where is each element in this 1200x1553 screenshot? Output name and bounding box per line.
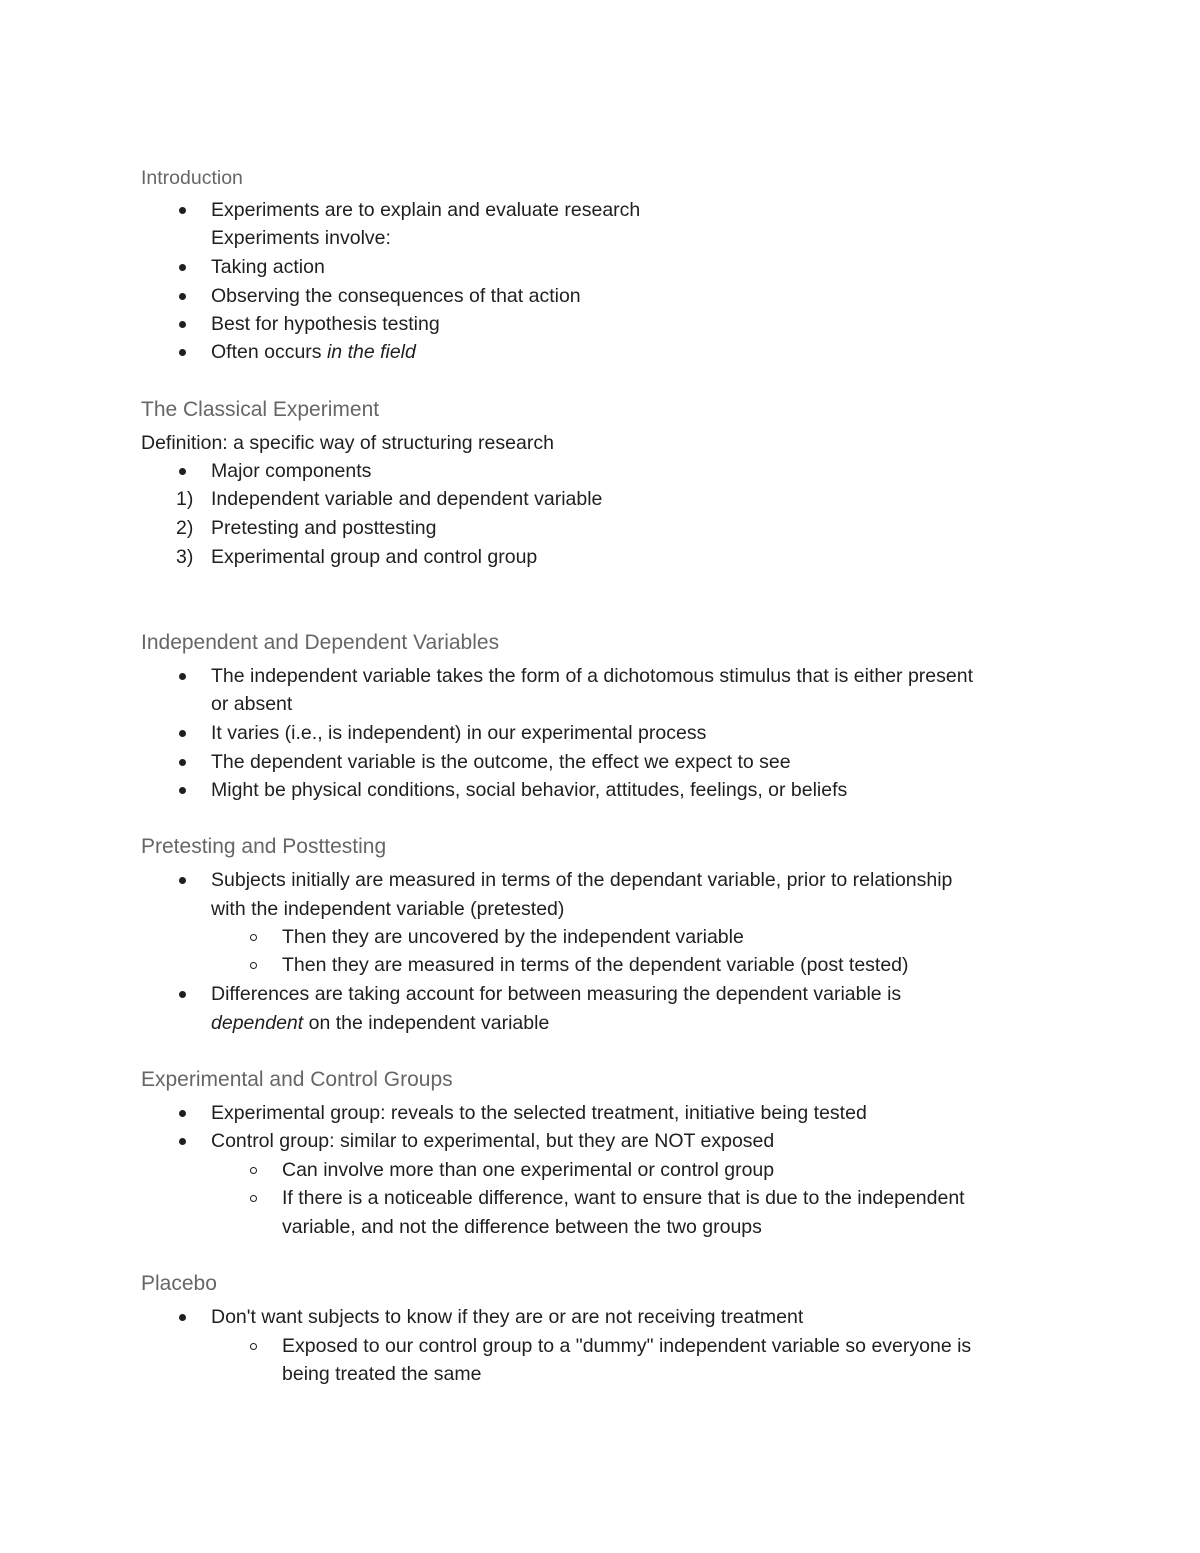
heading-independent-dependent: Independent and Dependent Variables [141,631,500,654]
list-item: Experimental group and control group [211,546,538,568]
bullet-icon [179,1110,186,1117]
sub-list-item-continuation: being treated the same [282,1363,482,1385]
list-item: Pretesting and posttesting [211,517,437,539]
italic-text: in the field [326,341,416,363]
list-number: 2) [176,517,194,539]
bullet-icon [179,349,186,356]
list-item: Subjects initially are measured in terms of the dependant variable, prior to relationship [211,869,953,891]
list-number: 1) [176,488,194,510]
list-item: Control group: similar to experimental, but they are NOT exposed [211,1130,775,1152]
list-item: Experimental group: reveals to the selected treatment, initiative being tested [211,1102,867,1124]
bullet-icon [179,730,186,737]
bullet-icon [179,264,186,271]
list-item-continuation: with the independent variable (pretested) [211,898,565,920]
sub-list-item-continuation: variable, and not the difference between the two groups [282,1216,762,1238]
bullet-icon [179,991,186,998]
list-item: Best for hypothesis testing [211,313,440,335]
list-item: Independent variable and dependent variable [211,488,603,510]
sub-bullet-icon [250,1167,257,1174]
sub-list-item: Then they are measured in terms of the dependent variable (post tested) [282,954,909,976]
list-item: The dependent variable is the outcome, the effect we expect to see [211,751,791,773]
sub-bullet-icon [250,962,257,969]
heading-placebo: Placebo [141,1272,217,1295]
list-number: 3) [176,546,194,568]
list-item-continuation: Experiments involve: [211,227,391,249]
sub-list-item: Can involve more than one experimental or control group [282,1159,775,1181]
bullet-icon [179,673,186,680]
list-item: Don't want subjects to know if they are or are not receiving treatment [211,1306,804,1328]
sub-list-item: Exposed to our control group to a "dummy" independent variable so everyone is [282,1335,972,1357]
list-item: Observing the consequences of that action [211,285,581,307]
sub-list-item: Then they are uncovered by the independent variable [282,926,744,948]
heading-pretesting-posttesting: Pretesting and Posttesting [141,835,387,858]
list-item-continuation: or absent [211,693,293,715]
bullet-icon [179,787,186,794]
bullet-icon [179,877,186,884]
bullet-icon [179,321,186,328]
list-item: Taking action [211,256,325,278]
list-item-text: Often occurs [211,341,327,363]
list-item-continuation [211,1009,549,1037]
list-item: It varies (i.e., is independent) in our experimental process [211,722,707,744]
sub-bullet-icon [250,934,257,941]
list-item: The independent variable takes the form of a dichotomous stimulus that is either present [211,665,974,687]
bullet-icon [179,293,186,300]
bullet-icon [179,207,186,214]
sub-bullet-icon [250,1343,257,1350]
definition-text: Definition: a specific way of structuring research [141,432,554,454]
sub-list-item: If there is a noticeable difference, want to ensure that is due to the independent [282,1187,965,1209]
list-item: Major components [211,460,372,482]
list-item: Differences are taking account for between measuring the dependent variable is [211,983,902,1005]
bullet-icon [179,1138,186,1145]
list-item: Experiments are to explain and evaluate research [211,199,641,221]
bullet-icon [179,759,186,766]
bullet-icon [179,1314,186,1321]
heading-introduction: Introduction [141,167,243,189]
sub-bullet-icon [250,1195,257,1202]
heading-experimental-control: Experimental and Control Groups [141,1068,453,1091]
heading-classical-experiment: The Classical Experiment [141,398,380,421]
list-item [211,338,416,366]
bullet-icon [179,468,186,475]
list-item: Might be physical conditions, social behavior, attitudes, feelings, or beliefs [211,779,848,801]
list-item-text: on the independent variable [303,1012,550,1034]
italic-text: dependent [211,1012,304,1034]
